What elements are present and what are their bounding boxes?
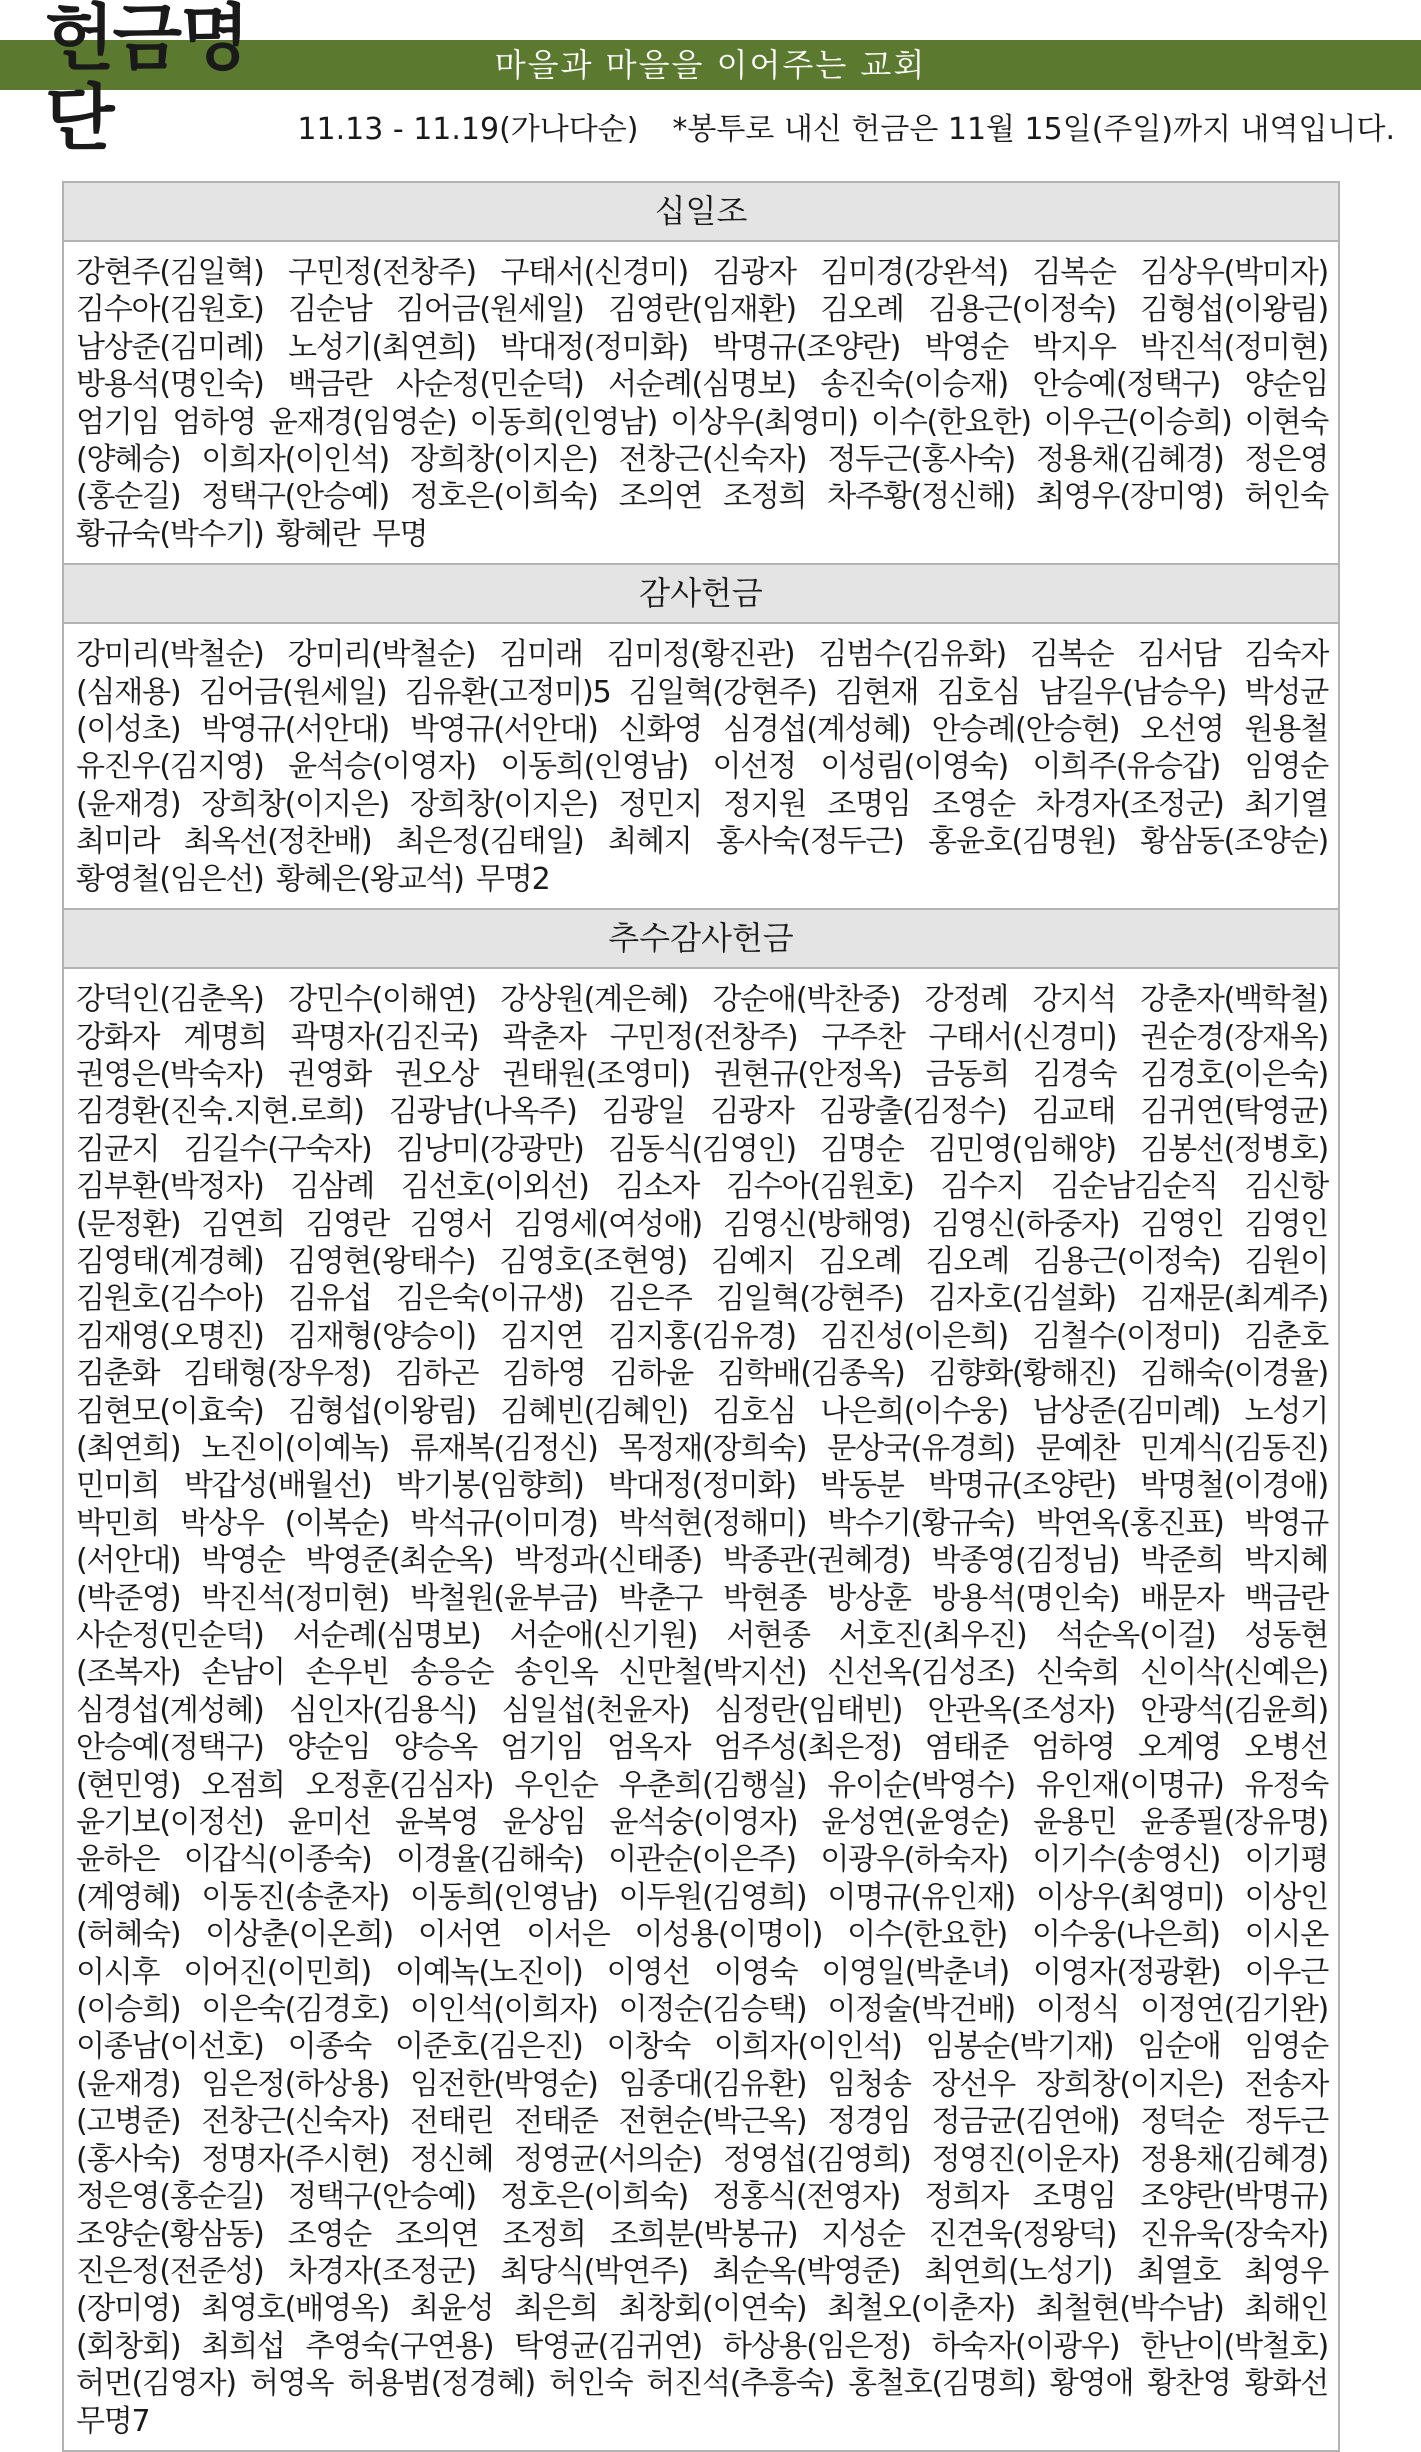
section-thanksgiving [64, 563, 1338, 908]
offering-list-table [62, 181, 1340, 2452]
church-banner: 마을과 마을을 이어주는 교회 [0, 40, 1421, 90]
page-title: 헌금명단 [45, 0, 248, 160]
envelope-notice: *봉투로 내신 헌금은 11월 15일(주일)까지 내역입니다. [672, 112, 1395, 147]
section-title-harvest-thanksgiving: 추수감사헌금 [64, 908, 1338, 969]
names-thanksgiving: 강미리(박철순) 강미리(박철순) 김미래 김미정(황진관) 김범수(김유화) 김복순 김서담 김숙자(심재용) 김어금(원세일) 김유환(고정미)5 김일혁(강현주) 김현재 김호심 남길우(남승우) 박성균(이성초) 박영규(서안대) 박영규(서안대) 신화영 심경섭(계성혜) 안승례(안승현) 오선영 원용철 유진우(김지영) 윤석승(이영자) 이동희(인영남) 이선정 이성림(이영숙) 이희주(유승갑) 임영순(윤재경) 장희창(이지은) 장희창(이지은) 정민지 정지원 조명임 조영순 차경자(조정군) 최기열 최미라 최옥선(정찬배) 최은정(김태일) 최혜지 홍사숙(정두근) 홍윤호(김명원) 황삼동(조양순) 황영철(임은선) 황혜은(왕교석) 무명2 [76, 637, 1328, 897]
section-title-thanksgiving: 감사헌금 [64, 563, 1338, 624]
names-harvest-thanksgiving: 강덕인(김춘옥) 강민수(이해연) 강상원(계은혜) 강순애(박찬중) 강정례 강지석 강춘자(백학철) 강화자 계명희 곽명자(김진국) 곽춘자 구민정(전창주) 구주찬 구태서(신경미) 권순경(장재옥) 권영은(박숙자) 권영화 권오상 권태원(조영미) 권현규(안정옥) 금동희 김경숙 김경호(이은숙) 김경환(진숙.지현.로희) 김광남(나옥주) 김광일 김광자 김광출(김정수) 김교태 김귀연(탁영균) 김균지 김길수(구숙자) 김낭미(강광만) 김동식(김영인) 김명순 김민영(임해양) 김봉선(정병호) 김부환(박정자) 김삼례 김선호(이외선) 김소자 김수아(김원호) 김수지 김순남김순직 김신항(문정환) 김연희 김영란 김영서 김영세(여성애) 김영신(방해영) 김영신(하중자) 김영인 김영인 김영태(계경혜) 김영현(왕태수) 김영호(조현영) 김예지 김오례 김오례 김용근(이정숙) 김원이 김원호(김수아) 김유섭 김은숙(이규생) 김은주 김일혁(강현주) 김자호(김설화) 김재문(최계주) 김재영(오명진) 김재형(양승이) 김지연 김지홍(김유경) 김진성(이은희) 김철수(이정미) 김춘호 김춘화 김태형(장우정) 김하곤 김하영 김하윤 김학배(김종옥) 김향화(황해진) 김해숙(이경율) 김현모(이효숙) 김형섭(이왕림) 김혜빈(김혜인) 김호심 나은희(이수웅) 남상준(김미례) 노성기(최연희) 노진이(이예녹) 류재복(김정신) 목정재(장희숙) 문상국(유경희) 문예찬 민계식(김동진) 민미희 박갑성(배월선) 박기봉(임향희) 박대정(정미화) 박동분 박명규(조양란) 박명철(이경애) 박민희 박상우 (이복순) 박석규(이미경) 박석현(정해미) 박수기(황규숙) 박연옥(홍진표) 박영규(서안대) 박영순 박영준(최순옥) 박정과(신태종) 박종관(권혜경) 박종영(김정님) 박준희 박지혜(박준영) 박진석(정미현) 박철원(윤부금) 박춘구 박현종 방상훈 방용석(명인숙) 배문자 백금란 사순정(민순덕) 서순례(심명보) 서순애(신기원) 서현종 서호진(최우진) 석순옥(이걸) 성동현(조복자) 손남이 손우빈 송응순 송인옥 신만철(박지선) 신선옥(김성조) 신숙희 신이삭(신예은) 심경섭(계성혜) 심인자(김용식) 심일섭(천윤자) 심정란(임태빈) 안관옥(조성자) 안광석(김윤희) 안승예(정택구) 양순임 양승옥 엄기임 엄옥자 엄주성(최은정) 염태준 엄하영 오계영 오병선(현민영) 오점희 오정훈(김심자) 우인순 우춘희(김행실) 유이순(박영수) 유인재(이명규) 유정숙 윤기보(이정선) 윤미선 윤복영 윤상임 윤석숭(이영자) 윤성연(윤영순) 윤용민 윤종필(장유명) 윤하은 이갑식(이종숙) 이경율(김해숙) 이관순(이은주) 이광우(하숙자) 이기수(송영신) 이기평(계영혜) 이동진(송춘자) 이동희(인영남) 이두원(김영희) 이명규(유인재) 이상우(최영미) 이상인(허혜숙) 이상춘(이온희) 이서연 이서은 이성용(이명이) 이수(한요한) 이수웅(나은희) 이시온 이시후 이어진(이민희) 이예녹(노진이) 이영선 이영숙 이영일(박춘녀) 이영자(정광환) 이우근(이승희) 이은숙(김경호) 이인석(이희자) 이정순(김승택) 이정술(박건배) 이정식 이정연(김기완) 이종남(이선호) 이종숙 이준호(김은진) 이창숙 이희자(이인석) 임봉순(박기재) 임순애 임영순(윤재경) 임은정(하상용) 임전한(박영순) 임종대(김유환) 임청송 장선우 장희창(이지은) 전송자(고병준) 전창근(신숙자) 전태린 전태준 전현순(박근옥) 정경임 정금균(김연애) 정덕순 정두근(홍사숙) 정명자(주시현) 정신혜 정영균(서의순) 정영섭(김영희) 정영진(이운자) 정용채(김혜경) 정은영(홍순길) 정택구(안승예) 정호은(이희숙) 정홍식(전영자) 정희자 조명임 조양란(박명규) 조양순(황삼동) 조영순 조의연 조정희 조희분(박봉규) 지성순 진견욱(정왕덕) 진유욱(장숙자) 진은정(전준성) 차경자(조정군) 최당식(박연주) 최순옥(박영준) 최연희(노성기) 최열호 최영우(장미영) 최영호(배영옥) 최윤성 최은희 최창회(이연숙) 최철오(이춘자) 최철현(박수남) 최해인(회창회) 최희섭 추영숙(구연용) 탁영균(김귀연) 하상용(임은정) 하숙자(이광우) 한난이(박철호) 허먼(김영자) 허영옥 허용범(정경혜) 허인숙 허진석(추흥숙) 홍철호(김명희) 황영애 황찬영 황화선 무명7 [76, 982, 1328, 2439]
date-range: 11.13 - 11.19(가나다순) [297, 112, 639, 147]
section-tithe [64, 183, 1338, 563]
section-title-tithe: 십일조 [64, 183, 1338, 242]
names-tithe: 강현주(김일혁) 구민정(전창주) 구태서(신경미) 김광자 김미경(강완석) 김복순 김상우(박미자) 김수아(김원호) 김순남 김어금(원세일) 김영란(임재환) 김오례 김용근(이정숙) 김형섭(이왕림) 남상준(김미례) 노성기(최연희) 박대정(정미화) 박명규(조양란) 박영순 박지우 박진석(정미현) 방용석(명인숙) 백금란 사순정(민순덕) 서순례(심명보) 송진숙(이승재) 안승예(정택구) 양순임 엄기임 엄하영 윤재경(임영순) 이동희(인영남) 이상우(최영미) 이수(한요한) 이우근(이승희) 이현숙(양혜승) 이희자(이인석) 장희창(이지은) 전창근(신숙자) 정두근(홍사숙) 정용채(김혜경) 정은영(홍순길) 정택구(안승예) 정호은(이희숙) 조의연 조정희 차주황(정신해) 최영우(장미영) 허인숙 황규숙(박수기) 황혜란 무명 [76, 255, 1328, 552]
section-harvest-thanksgiving [64, 908, 1338, 2450]
